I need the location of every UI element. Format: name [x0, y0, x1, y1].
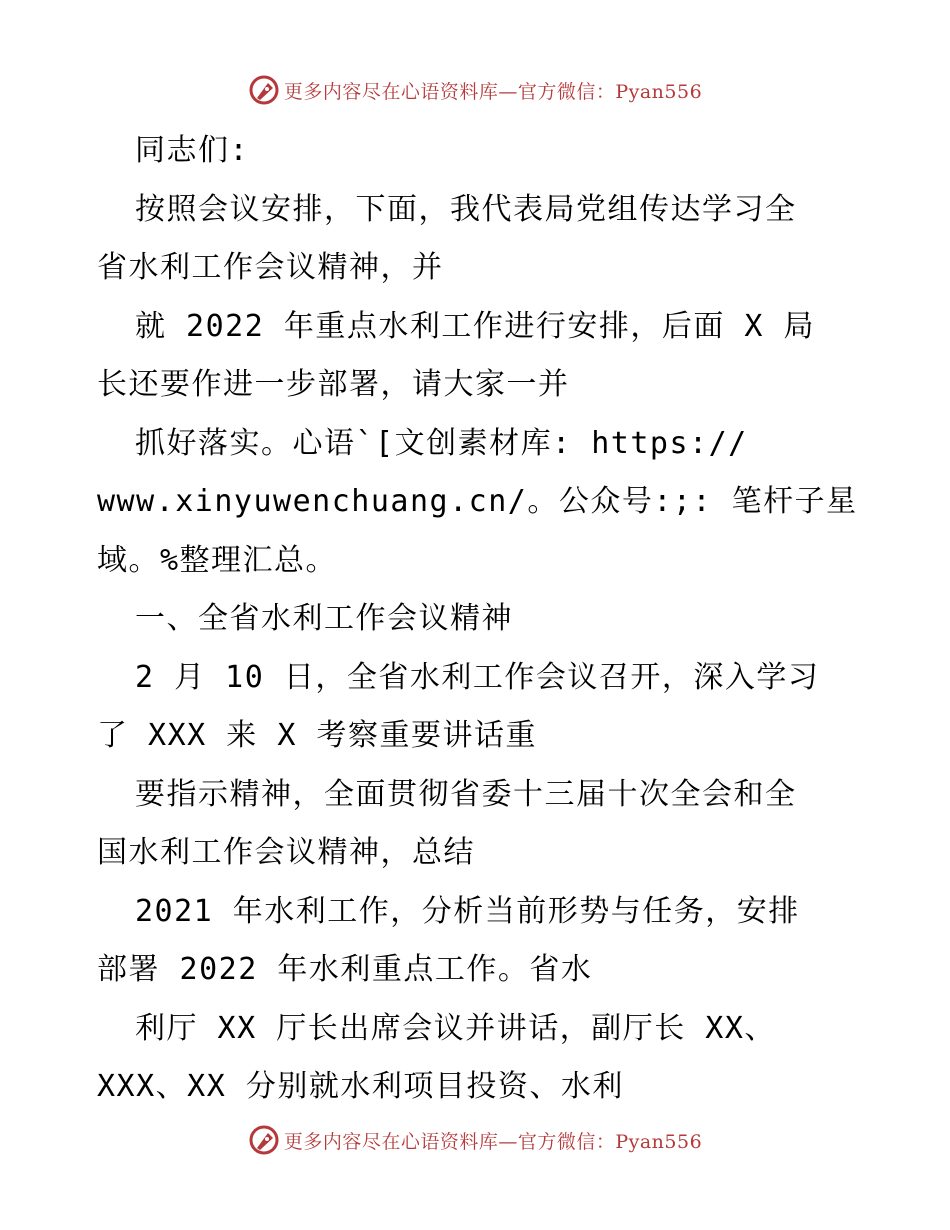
- document-body: [97, 122, 857, 1117]
- paragraph-line: 省水利工作会议精神，并: [97, 250, 444, 285]
- paragraph-line: 就 2022 年重点水利工作进行安排，后面 X 局: [135, 308, 816, 344]
- paragraph-line: 国水利工作会议精神，总结: [97, 835, 475, 870]
- salutation: 同志们:: [135, 133, 250, 168]
- paragraph-line: 2 月 10 日，全省水利工作会议召开，深入学习: [135, 659, 820, 695]
- paragraph-line: 按照会议安排，下面，我代表局党组传达学习全: [135, 191, 797, 227]
- paragraph-line: 抓好落实。心语`[文创素材库: https://: [135, 425, 748, 461]
- section-heading: 一、全省水利工作会议精神: [135, 601, 513, 636]
- pen-nib-logo-icon: [248, 1124, 280, 1156]
- footer-banner-text: 更多内容尽在心语资料库—官方微信：Pyan556: [283, 1130, 703, 1153]
- paragraph-line: www.xinyuwenchuang.cn/。公众号:;: 笔杆子星: [97, 484, 858, 519]
- paragraph-line: 2021 年水利工作，分析当前形势与任务，安排: [135, 893, 800, 929]
- paragraph-line: 要指示精神，全面贯彻省委十三届十次全会和全: [135, 776, 797, 812]
- paragraph-line: 长还要作进一步部署，请大家一并: [97, 367, 570, 402]
- pen-nib-logo-icon: [248, 74, 280, 106]
- header-banner: [0, 70, 950, 110]
- paragraph-line: 了 XXX 来 X 考察重要讲话重: [97, 718, 537, 753]
- paragraph-line: 利厅 XX 厅长出席会议并讲话，副厅长 XX、: [135, 1010, 776, 1046]
- paragraph-line: 域。%整理汇总。: [97, 542, 338, 578]
- footer-banner: [0, 1120, 950, 1160]
- header-banner-text: 更多内容尽在心语资料库—官方微信：Pyan556: [283, 80, 703, 103]
- paragraph-line: 部署 2022 年水利重点工作。省水: [97, 952, 593, 987]
- paragraph-line: XXX、XX 分别就水利项目投资、水利: [97, 1069, 624, 1104]
